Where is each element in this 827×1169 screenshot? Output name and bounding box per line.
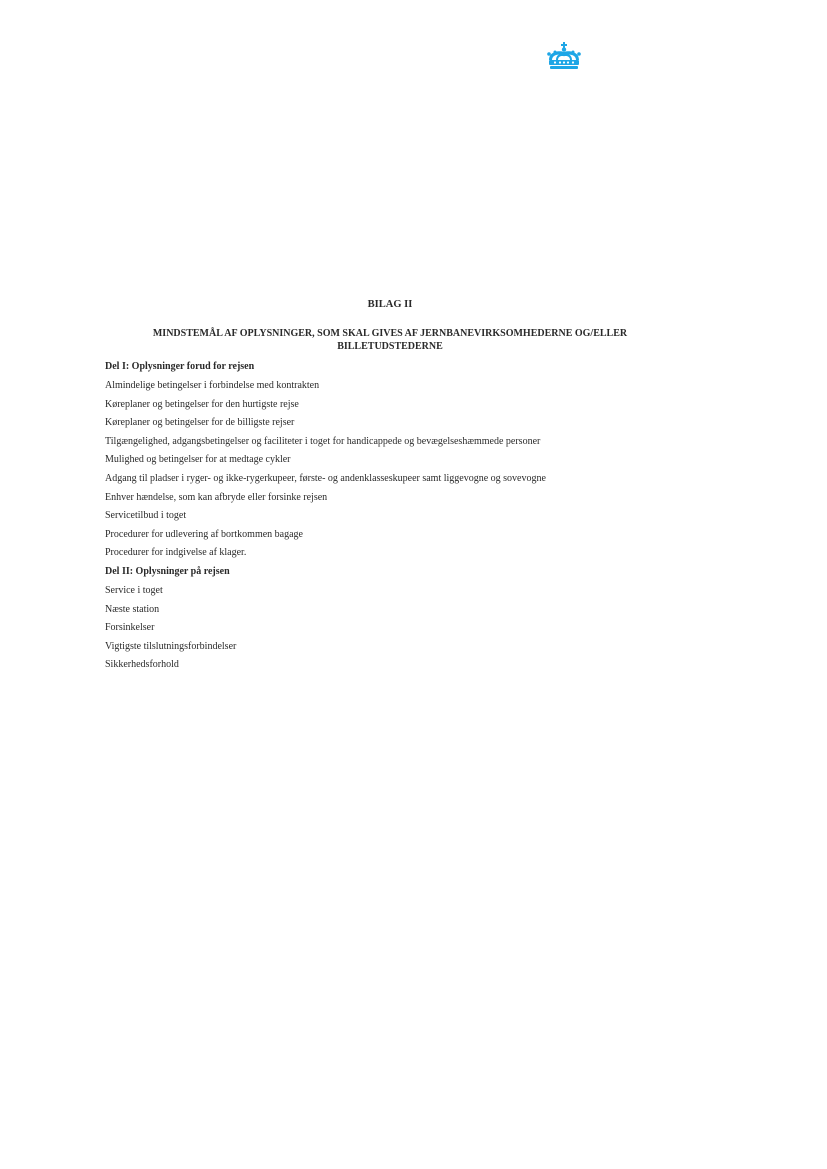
section-heading: Del I: Oplysninger forud for rejsen — [105, 361, 255, 372]
annex-subtitle-line2: BILLETUDSTEDERNE — [337, 341, 443, 352]
annex-document — [105, 298, 675, 678]
annex-subtitle — [105, 327, 675, 353]
list-item: Procedurer for indgivelse af klager. — [105, 547, 247, 559]
annex-subtitle-line1: MINDSTEMÅL AF OPLYSNINGER, SOM SKAL GIVES AF JERNBANEVIRKSOMHEDERNE OG/ELLER — [152, 328, 628, 339]
list-item: Køreplaner og betingelser for den hurtigste rejse — [105, 398, 299, 410]
list-item: Enhver hændelse, som kan afbryde eller forsinke rejsen — [105, 491, 328, 503]
list-item: Sikkerhedsforhold — [105, 659, 179, 671]
list-item: Næste station — [105, 603, 160, 615]
list-item: Tilgængelighed, adgangsbetingelser og faciliteter i toget for handicappede og bevægelseshæmmede personer — [105, 435, 541, 447]
list-item: Adgang til pladser i ryger- og ikke-rygerkupeer, første- og andenklasseskupeer samt liggevogne og sovevogne — [105, 472, 546, 484]
list-item: Forsinkelser — [105, 622, 155, 634]
list-item: Procedurer for udlevering af bortkommen bagage — [105, 528, 303, 540]
section-part-1 — [105, 361, 675, 559]
list-item: Servicetilbud i toget — [105, 510, 187, 522]
section-heading: Del II: Oplysninger på rejsen — [105, 565, 230, 577]
crown-icon — [546, 42, 582, 70]
section-part-2 — [105, 566, 675, 671]
list-item: Køreplaner og betingelser for de billigste rejser — [105, 417, 295, 429]
list-item: Service i toget — [105, 584, 163, 596]
list-item: Almindelige betingelser i forbindelse med kontrakten — [105, 380, 320, 391]
annex-title: BILAG II — [367, 299, 413, 310]
list-item: Vigtigste tilslutningsforbindelser — [105, 640, 237, 652]
list-item: Mulighed og betingelser for at medtage cykler — [105, 454, 291, 466]
